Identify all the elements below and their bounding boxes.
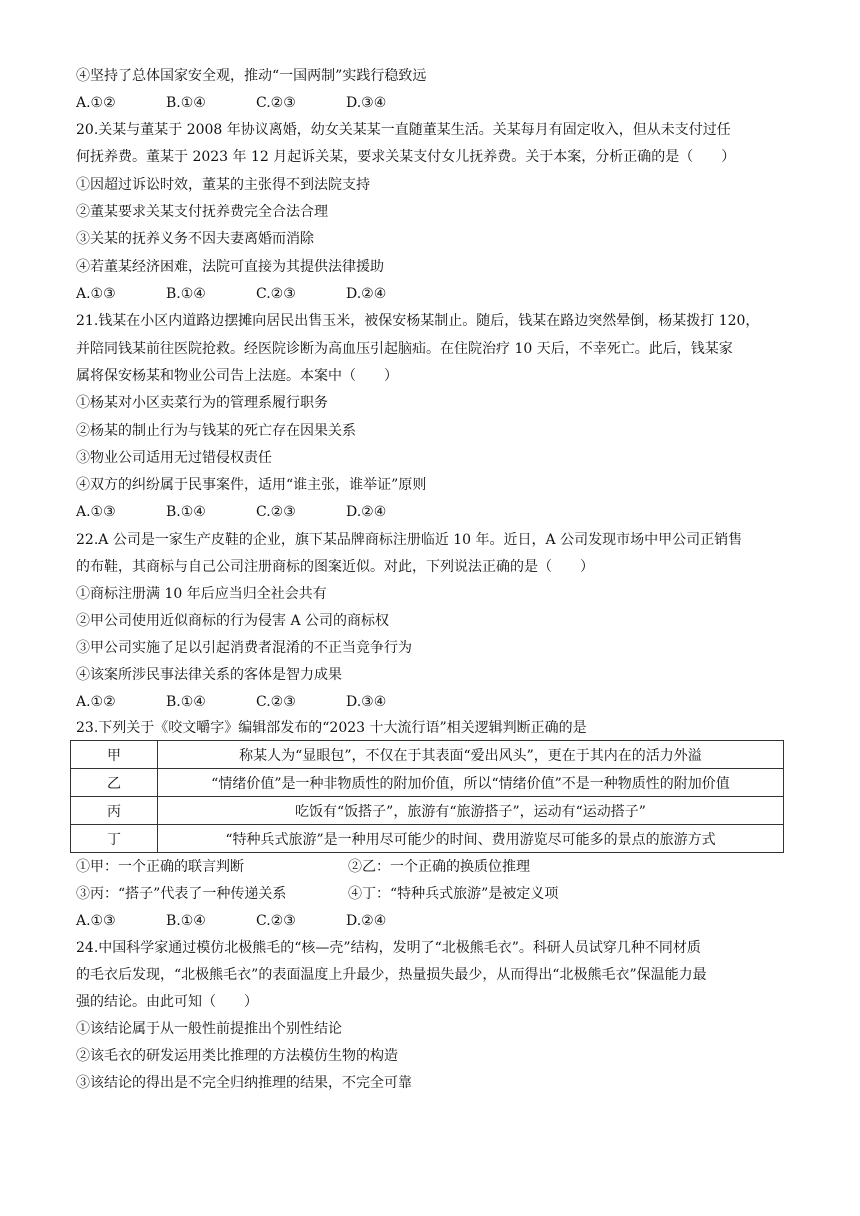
q21-stem-line-2: 并陪同钱某前往医院抢救。经医院诊断为高血压引起脑疝。在住院治疗 10 天后，不幸死亡。此后，钱某家 — [76, 341, 733, 357]
option-c: C.②③ — [256, 286, 296, 302]
q19-options — [76, 93, 788, 113]
option-d: D.③④ — [346, 694, 387, 710]
q22-options — [76, 692, 788, 712]
row-text: “情绪价值”是一种非物质性的附加价值，所以“情绪价值”不是一种物质性的附加价值 — [158, 769, 784, 797]
option-b: B.①④ — [166, 504, 206, 520]
q23-statement-3: ③丙：“搭子”代表了一种传递关系 — [76, 886, 287, 902]
q21-statement-3: ③物业公司适用无过错侵权责任 — [76, 450, 272, 466]
option-c: C.②③ — [256, 913, 296, 929]
q22-statement-2: ②甲公司使用近似商标的行为侵害 A 公司的商标权 — [76, 613, 390, 629]
q22-statement-3: ③甲公司实施了足以引起消费者混淆的不正当竞争行为 — [76, 640, 412, 656]
option-d: D.②④ — [346, 286, 387, 302]
row-key: 丁 — [71, 825, 158, 853]
option-c: C.②③ — [256, 694, 296, 710]
table-row — [71, 741, 784, 769]
q20-stem-line-1: 20.关某与董某于 2008 年协议离婚，幼女关某某一直随董某生活。关某每月有固定收入，但从未支付过任 — [76, 122, 731, 138]
q20-statement-3: ③关某的抚养义务不因夫妻离婚而消除 — [76, 231, 314, 247]
row-key: 甲 — [71, 741, 158, 769]
option-b: B.①④ — [166, 95, 206, 111]
q22-statement-4: ④该案所涉民事法律关系的客体是智力成果 — [76, 667, 342, 683]
q20-stem-line-2: 何抚养费。董某于 2023 年 12 月起诉关某，要求关某支付女儿抚养费。关于本案，分析正确的是（ ） — [76, 149, 736, 165]
option-d: D.②④ — [346, 913, 387, 929]
option-a: A.①③ — [76, 504, 116, 520]
q21-statement-1: ①杨某对小区卖菜行为的管理系履行职务 — [76, 395, 328, 411]
row-key: 丙 — [71, 797, 158, 825]
option-a: A.①③ — [76, 913, 116, 929]
q24-statement-3: ③该结论的得出是不完全归纳推理的结果，不完全可靠 — [76, 1075, 412, 1091]
q24-statement-1: ①该结论属于从一般性前提推出个别性结论 — [76, 1021, 342, 1037]
q24-statement-2: ②该毛衣的研发运用类比推理的方法模仿生物的构造 — [76, 1048, 398, 1064]
q22-stem-line-2: 的布鞋，其商标与自己公司注册商标的图案近似。对此，下列说法正确的是（ ） — [76, 559, 594, 575]
row-text: 称某人为“显眼包”，不仅在于其表面“爱出风头”，更在于其内在的活力外溢 — [158, 741, 784, 769]
row-key: 乙 — [71, 769, 158, 797]
q23-statement-4: ④丁：“特种兵式旅游”是被定义项 — [348, 886, 559, 902]
q21-stem-line-1: 21.钱某在小区内道路边摆摊向居民出售玉米，被保安杨某制止。随后，钱某在路边突然晕倒，杨某拨打 120， — [76, 313, 760, 329]
option-a: A.①② — [76, 694, 116, 710]
option-a: A.①③ — [76, 286, 116, 302]
q21-stem-line-3: 属将保安杨某和物业公司告上法庭。本案中（ ） — [76, 368, 398, 384]
table-row — [71, 769, 784, 797]
q24-stem-line-2: 的毛衣后发现，“北极熊毛衣”的表面温度上升最少，热量损失最少，从而得出“北极熊毛衣”保温能力最 — [76, 967, 707, 983]
q20-statement-4: ④若董某经济困难，法院可直接为其提供法律援助 — [76, 259, 384, 275]
option-d: D.③④ — [346, 95, 387, 111]
q21-options — [76, 502, 788, 522]
table-row — [71, 825, 784, 853]
q22-stem-line-1: 22.A 公司是一家生产皮鞋的企业，旗下某品牌商标注册临近 10 年。近日，A 公司发现市场中甲公司正销售 — [76, 532, 743, 548]
q19-statement-4: ④坚持了总体国家安全观，推动“一国两制”实践行稳致远 — [76, 68, 427, 84]
q23-statement-2: ②乙：一个正确的换质位推理 — [348, 859, 530, 875]
q20-options — [76, 284, 788, 304]
q24-stem-line-3: 强的结论。由此可知（ ） — [76, 994, 258, 1010]
table-row — [71, 797, 784, 825]
q20-statement-2: ②董某要求关某支付抚养费完全合法合理 — [76, 204, 328, 220]
q21-statement-2: ②杨某的制止行为与钱某的死亡存在因果关系 — [76, 423, 356, 439]
q23-statements-row-1 — [76, 857, 788, 877]
q24-stem-line-1: 24.中国科学家通过模仿北极熊毛的“核—壳”结构，发明了“北极熊毛衣”。科研人员试穿几种不同材质 — [76, 940, 701, 956]
q20-statement-1: ①因超过诉讼时效，董某的主张得不到法院支持 — [76, 177, 370, 193]
option-a: A.①② — [76, 95, 116, 111]
option-b: B.①④ — [166, 286, 206, 302]
q23-statement-1: ①甲：一个正确的联言判断 — [76, 859, 244, 875]
q22-statement-1: ①商标注册满 10 年后应当归全社会共有 — [76, 586, 327, 602]
option-b: B.①④ — [166, 694, 206, 710]
row-text: 吃饭有“饭搭子”，旅游有“旅游搭子”，运动有“运动搭子” — [158, 797, 784, 825]
option-b: B.①④ — [166, 913, 206, 929]
q23-options — [76, 911, 788, 931]
row-text: “特种兵式旅游”是一种用尽可能少的时间、费用游览尽可能多的景点的旅游方式 — [158, 825, 784, 853]
q23-stem: 23.下列关于《咬文嚼字》编辑部发布的“2023 十大流行语”相关逻辑判断正确的是 — [76, 720, 587, 736]
option-c: C.②③ — [256, 504, 296, 520]
option-d: D.②④ — [346, 504, 387, 520]
q23-statements-row-2 — [76, 884, 788, 904]
q21-statement-4: ④双方的纠纷属于民事案件，适用“谁主张，谁举证”原则 — [76, 477, 427, 493]
option-c: C.②③ — [256, 95, 296, 111]
logic-judgement-table — [70, 740, 784, 853]
